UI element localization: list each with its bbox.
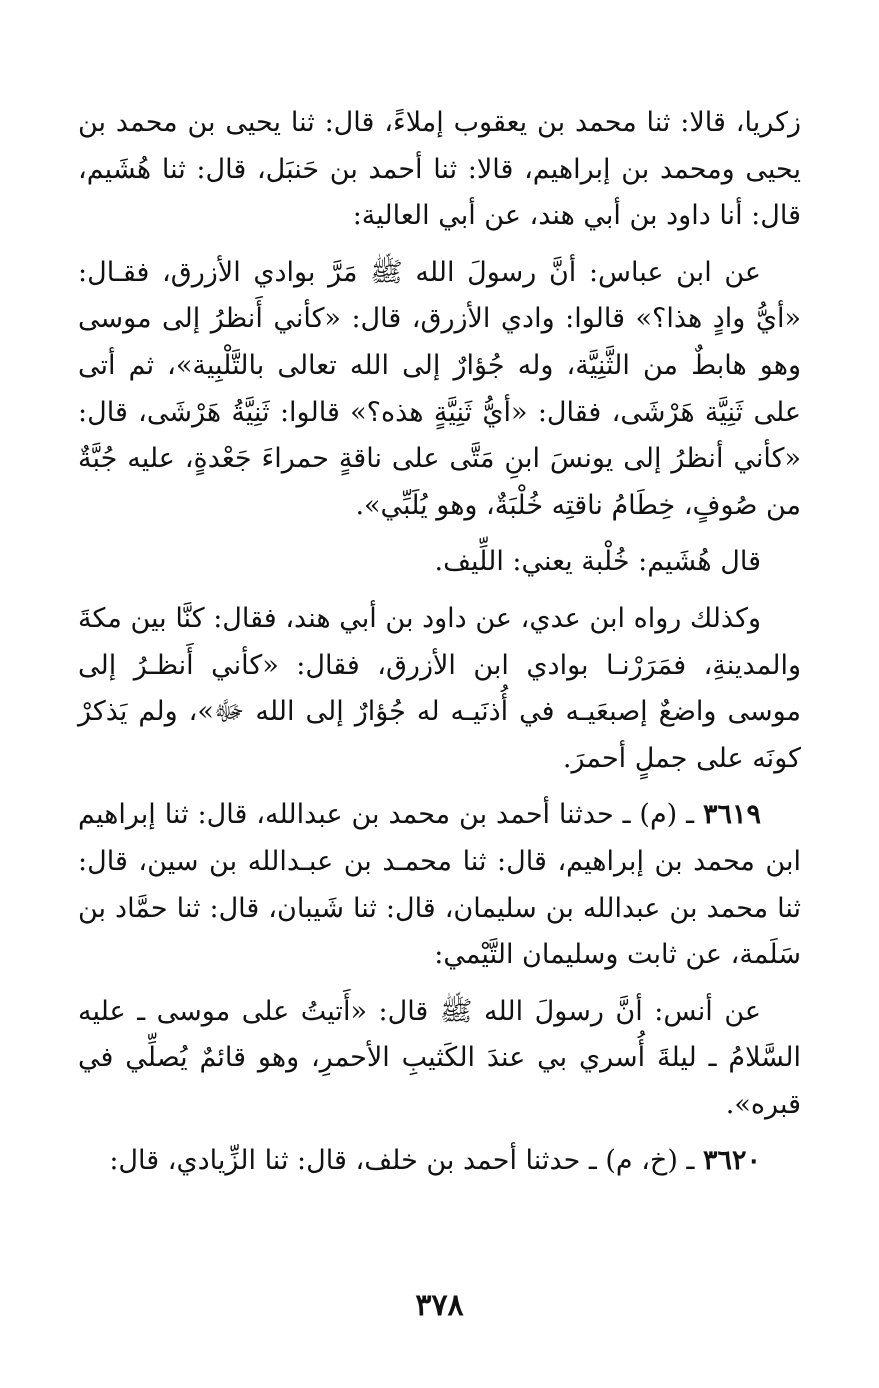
- hadith-number: ٣٦٢٠: [702, 1145, 761, 1177]
- paragraph-hushaym-note: قال هُشَيم: خُلْبة يعني: اللِّيف.: [434, 546, 761, 578]
- paragraph-hadith-3620: ٣٦٢٠ ـ (خ، م) ـ حدثنا أحمد بن خلف، قال: ثنا الزِّيادي، قال:: [109, 1145, 761, 1177]
- paragraph-chain-continued: زكريا، قالا: ثنا محمد بن يعقوب إملاءً، قال: ثنا يحيى بن محمد بن يحيى ومحمد بن إبراهيم، قالا: ثنا أحمد بن حَنبَل، قال: ثنا هُشَيم، قال: أنا داود بن أبي هند، عن أبي العالية:: [78, 107, 801, 232]
- paragraph-hadith-ibn-abbas: عن ابن عباس: أنَّ رسولَ الله ﷺ مَرَّ بوادي الأزرق، فقـال: «أيُّ وادٍ هذا؟» قالوا: وادي الأزرق، قال: «كأني أَنظرُ إلى موسى وهو هابطٌ من الثَّنِيَّة، وله جُؤارٌ إلى الله تعالى بالتَّلْبِية»، ثم أتى على ثَنِيَّة هَرْشَى، فقال: «أيُّ ثَنِيَّةٍ هذه؟» قالوا: ثَنِيَّةُ هَرْشَى، قال: «كأني أنظرُ إلى يونسَ ابنِ مَتَّى على ناقةٍ حمراءَ جَعْدةٍ، عليه جُبَّةٌ من صُوفٍ، خِطَامُ ناقتِه خُلْبَةٌ، وهو يُلَبِّي».: [78, 256, 801, 521]
- paragraph-hadith-3619: ٣٦١٩ ـ (م) ـ حدثنا أحمد بن محمد بن عبدالله، قال: ثنا إبراهيم ابن محمد بن إبراهيم، قال: ثنا محمـد بن عبـدالله بن سين، قال: ثنا محمد بن عبدالله بن سليمان، قال: ثنا شَيبان، قال: ثنا حمَّاد بن سَلَمة، عن ثابت وسليمان التَّيْمي:: [78, 799, 801, 971]
- paragraph-hadith-anas: عن أنس: أنَّ رسولَ الله ﷺ قال: «أَتيتُ على موسى ـ عليه السَّلامُ ـ ليلةَ أُسري بي عندَ الكَثيبِ الأحمرِ، وهو قائمٌ يُصلِّي في قبره».: [78, 995, 801, 1120]
- hadith-number: ٣٦١٩: [702, 799, 761, 831]
- paragraph-ibn-adi-narration: وكذلك رواه ابن عدي، عن داود بن أبي هند، فقال: كنَّا بين مكةَ والمدينةِ، فمَرَرْنـا بوادي ابن الأزرق، فقال: «كأني أَنظـرُ إلى موسى واضعٌ إصبعَيـه في أُذنَيـه له جُؤارٌ إلى الله ﷻ»، ولم يَذكرْ كونَه على جملٍ أحمرَ.: [78, 602, 801, 774]
- page-number: ٣٧٨: [415, 1288, 464, 1323]
